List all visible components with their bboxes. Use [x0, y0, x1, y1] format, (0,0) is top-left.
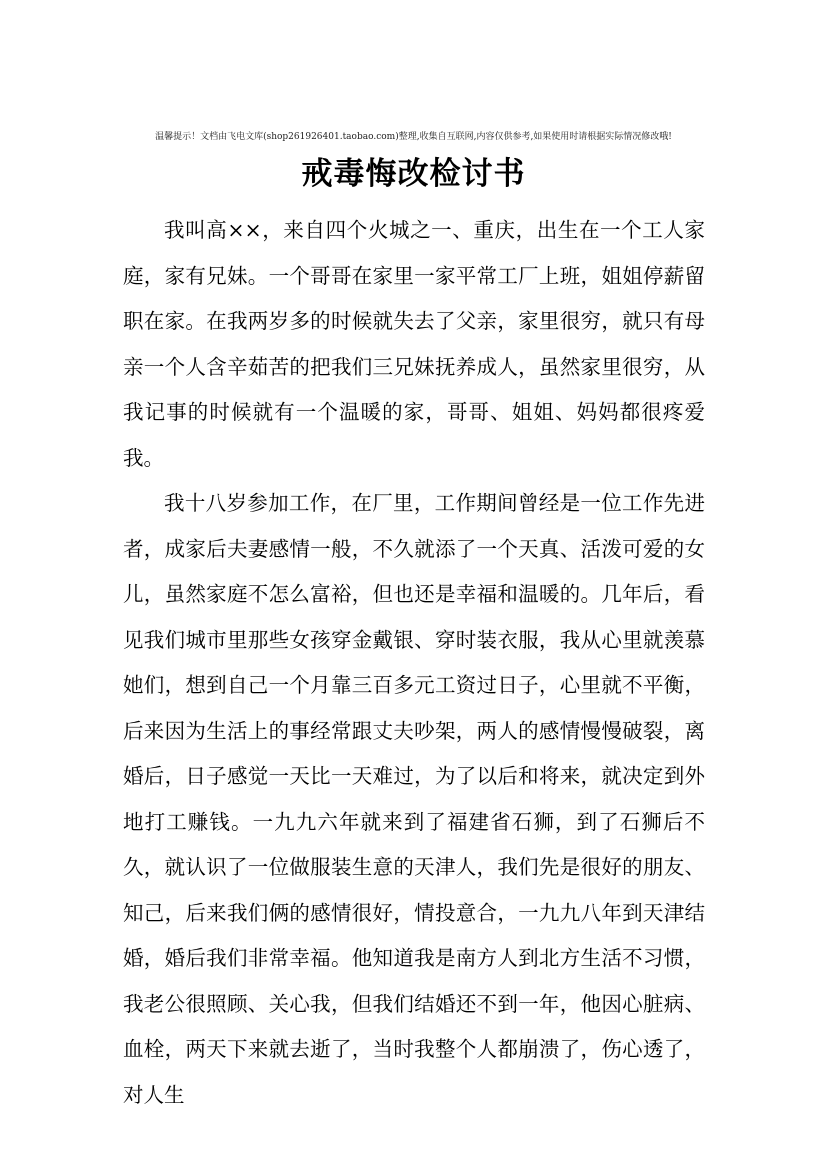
paragraph: 我十八岁参加工作，在厂里，工作期间曾经是一位工作先进者，成家后夫妻感情一般，不久就添了一个天真、活泼可爱的女儿，虽然家庭不怎么富裕，但也还是幸福和温暖的。几年后，看见我们城市里那些女孩穿金戴银、穿时装衣服，我从心里就羡慕她们，想到自己一个月靠三百多元工资过日子，心里就不平衡，后来因为生活上的事经常跟丈夫吵架，两人的感情慢慢破裂，离婚后，日子感觉一天比一天难过，为了以后和将来，就决定到外地打工赚钱。一九九六年就来到了福建省石狮，到了石狮后不久，就认识了一位做服装生意的天津人，我们先是很好的朋友、知己，后来我们俩的感情很好，情投意合，一九九八年到天津结婚，婚后我们非常幸福。他知道我是南方人到北方生活不习惯，我老公很照顾、关心我，但我们结婚还不到一年，他因心脏病、血栓，两天下来就去逝了，当时我整个人都崩溃了，伤心透了，对人生: [123, 491, 705, 1107]
document-body: [123, 208, 705, 1118]
header-notice: 温馨提示！文档由飞电文库(shop261926401.taobao.com)整理,收集自互联网,内容仅供参考,如果使用时请根据实际情况修改哦!: [155, 132, 672, 142]
paragraph: 我叫高××，来自四个火城之一、重庆，出生在一个工人家庭，家有兄妹。一个哥哥在家里一家平常工厂上班，姐姐停薪留职在家。在我两岁多的时候就失去了父亲，家里很穷，就只有母亲一个人含辛茹苦的把我们三兄妹抚养成人，虽然家里很穷，从我记事的时候就有一个温暖的家，哥哥、姐姐、妈妈都很疼爱我。: [123, 218, 705, 470]
document-title: 戒毒悔改检讨书: [301, 156, 526, 192]
